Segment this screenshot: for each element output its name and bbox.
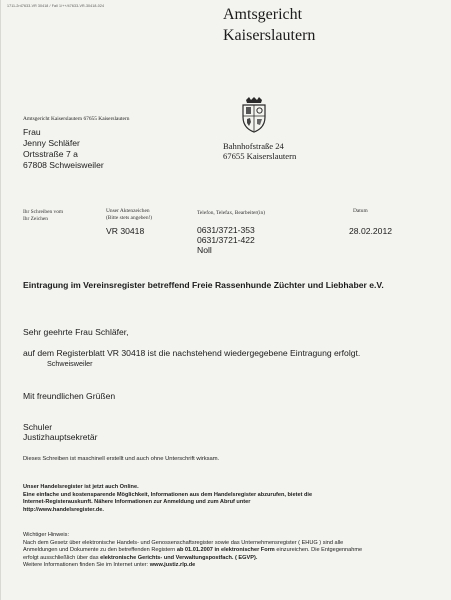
header-your-letter: Ihr Schreiben vom [23, 209, 64, 215]
signer-name: Schuler [23, 422, 53, 432]
hint-line [23, 562, 443, 570]
association-place: Schweisweiler [47, 359, 93, 368]
hint-line [23, 547, 443, 555]
important-hint [23, 532, 443, 570]
signer-title: Justizhauptsekretär [23, 432, 98, 442]
recipient-city: 67808 Schweisweiler [23, 160, 104, 170]
hint-text: Weitere Informationen finden Sie im Internet unter: [23, 562, 150, 569]
recipient-name: Jenny Schläfer [23, 138, 80, 148]
letter-body: auf dem Registerblatt VR 30418 ist die nachstehend wiedergegebene Eintragung erfolgt. [23, 348, 361, 358]
hint-line: Nach dem Gesetz über elektronische Handels- und Genossenschaftsregister sowie das Unternehmensregister ( EHUG ) sind alle [23, 539, 344, 546]
court-city: 67655 Kaiserslautern [223, 151, 297, 161]
letter-date: 28.02.2012 [349, 226, 393, 236]
hint-text: erfolgt ausschließlich über das [23, 554, 101, 561]
coat-of-arms-icon [240, 97, 268, 133]
header-your-sign: Ihr Zeichen [23, 216, 48, 222]
fax-number: 0631/3721-422 [197, 235, 255, 245]
online-notice-line: Eine einfache und kostensparende Möglichkeit, Informationen aus dem Handelsregister abzurufen, bietet die [23, 491, 313, 498]
recipient-street: Ortsstraße 7 a [23, 149, 78, 159]
court-name-line2: Kaiserslautern [223, 27, 316, 44]
phone-number: 0631/3721-353 [197, 225, 255, 235]
header-contact: Telefon, Telefax, Bearbeiter(in) [197, 210, 265, 216]
letter-closing: Mit freundlichen Grüßen [23, 391, 116, 401]
header-date: Datum [353, 208, 368, 214]
top-reference-code: 1711-2r47633-VR 30418 / Fall 1/++/47633-VR-30418-024 [7, 4, 105, 8]
letter-salutation: Sehr geehrte Frau Schläfer, [23, 327, 129, 337]
clerk-name: Noll [197, 245, 212, 255]
justiz-website-link[interactable]: www.justiz.rlp.de [149, 562, 196, 569]
recipient-salutation: Frau [23, 127, 41, 137]
online-notice-line: Internet-Registerauskunft. Nähere Informationen zur Anmeldung und zum Abruf unter [23, 499, 251, 506]
online-notice-link[interactable]: http://www.handelsregister.de. [23, 506, 104, 513]
hint-line [23, 555, 443, 563]
court-name-line1: Amtsgericht [223, 6, 303, 23]
online-register-notice [23, 484, 443, 514]
hint-emphasis: ab 01.01.2007 in elektronischer Form [176, 547, 275, 554]
hint-emphasis: elektronische Gerichts- und Verwaltungspostfach. ( EGVP). [100, 554, 258, 561]
hint-title: Wichtiger Hinweis: [23, 532, 70, 538]
online-notice-line: Unser Handelsregister ist jetzt auch Online. [23, 484, 139, 490]
subject-line: Eintragung im Vereinsregister betreffend Freie Rassenhunde Züchter und Liebhaber e.V. [23, 280, 384, 290]
machine-generated-note: Dieses Schreiben ist maschinell erstellt und auch ohne Unterschrift wirksam. [23, 456, 220, 462]
file-number: VR 30418 [106, 226, 145, 236]
header-our-file: Unser Aktenzeichen [106, 208, 150, 214]
court-street: Bahnhofstraße 24 [223, 141, 284, 151]
sender-return-line: Amtsgericht Kaiserslautern 67655 Kaiserslautern [23, 116, 130, 122]
header-our-file-note: (Bitte stets angeben!) [106, 215, 153, 221]
hint-text: einzureichen. Die Entgegennahme [274, 547, 363, 554]
hint-text: Anmeldungen und Dokumente zu den betreffenden Registern [23, 547, 177, 554]
